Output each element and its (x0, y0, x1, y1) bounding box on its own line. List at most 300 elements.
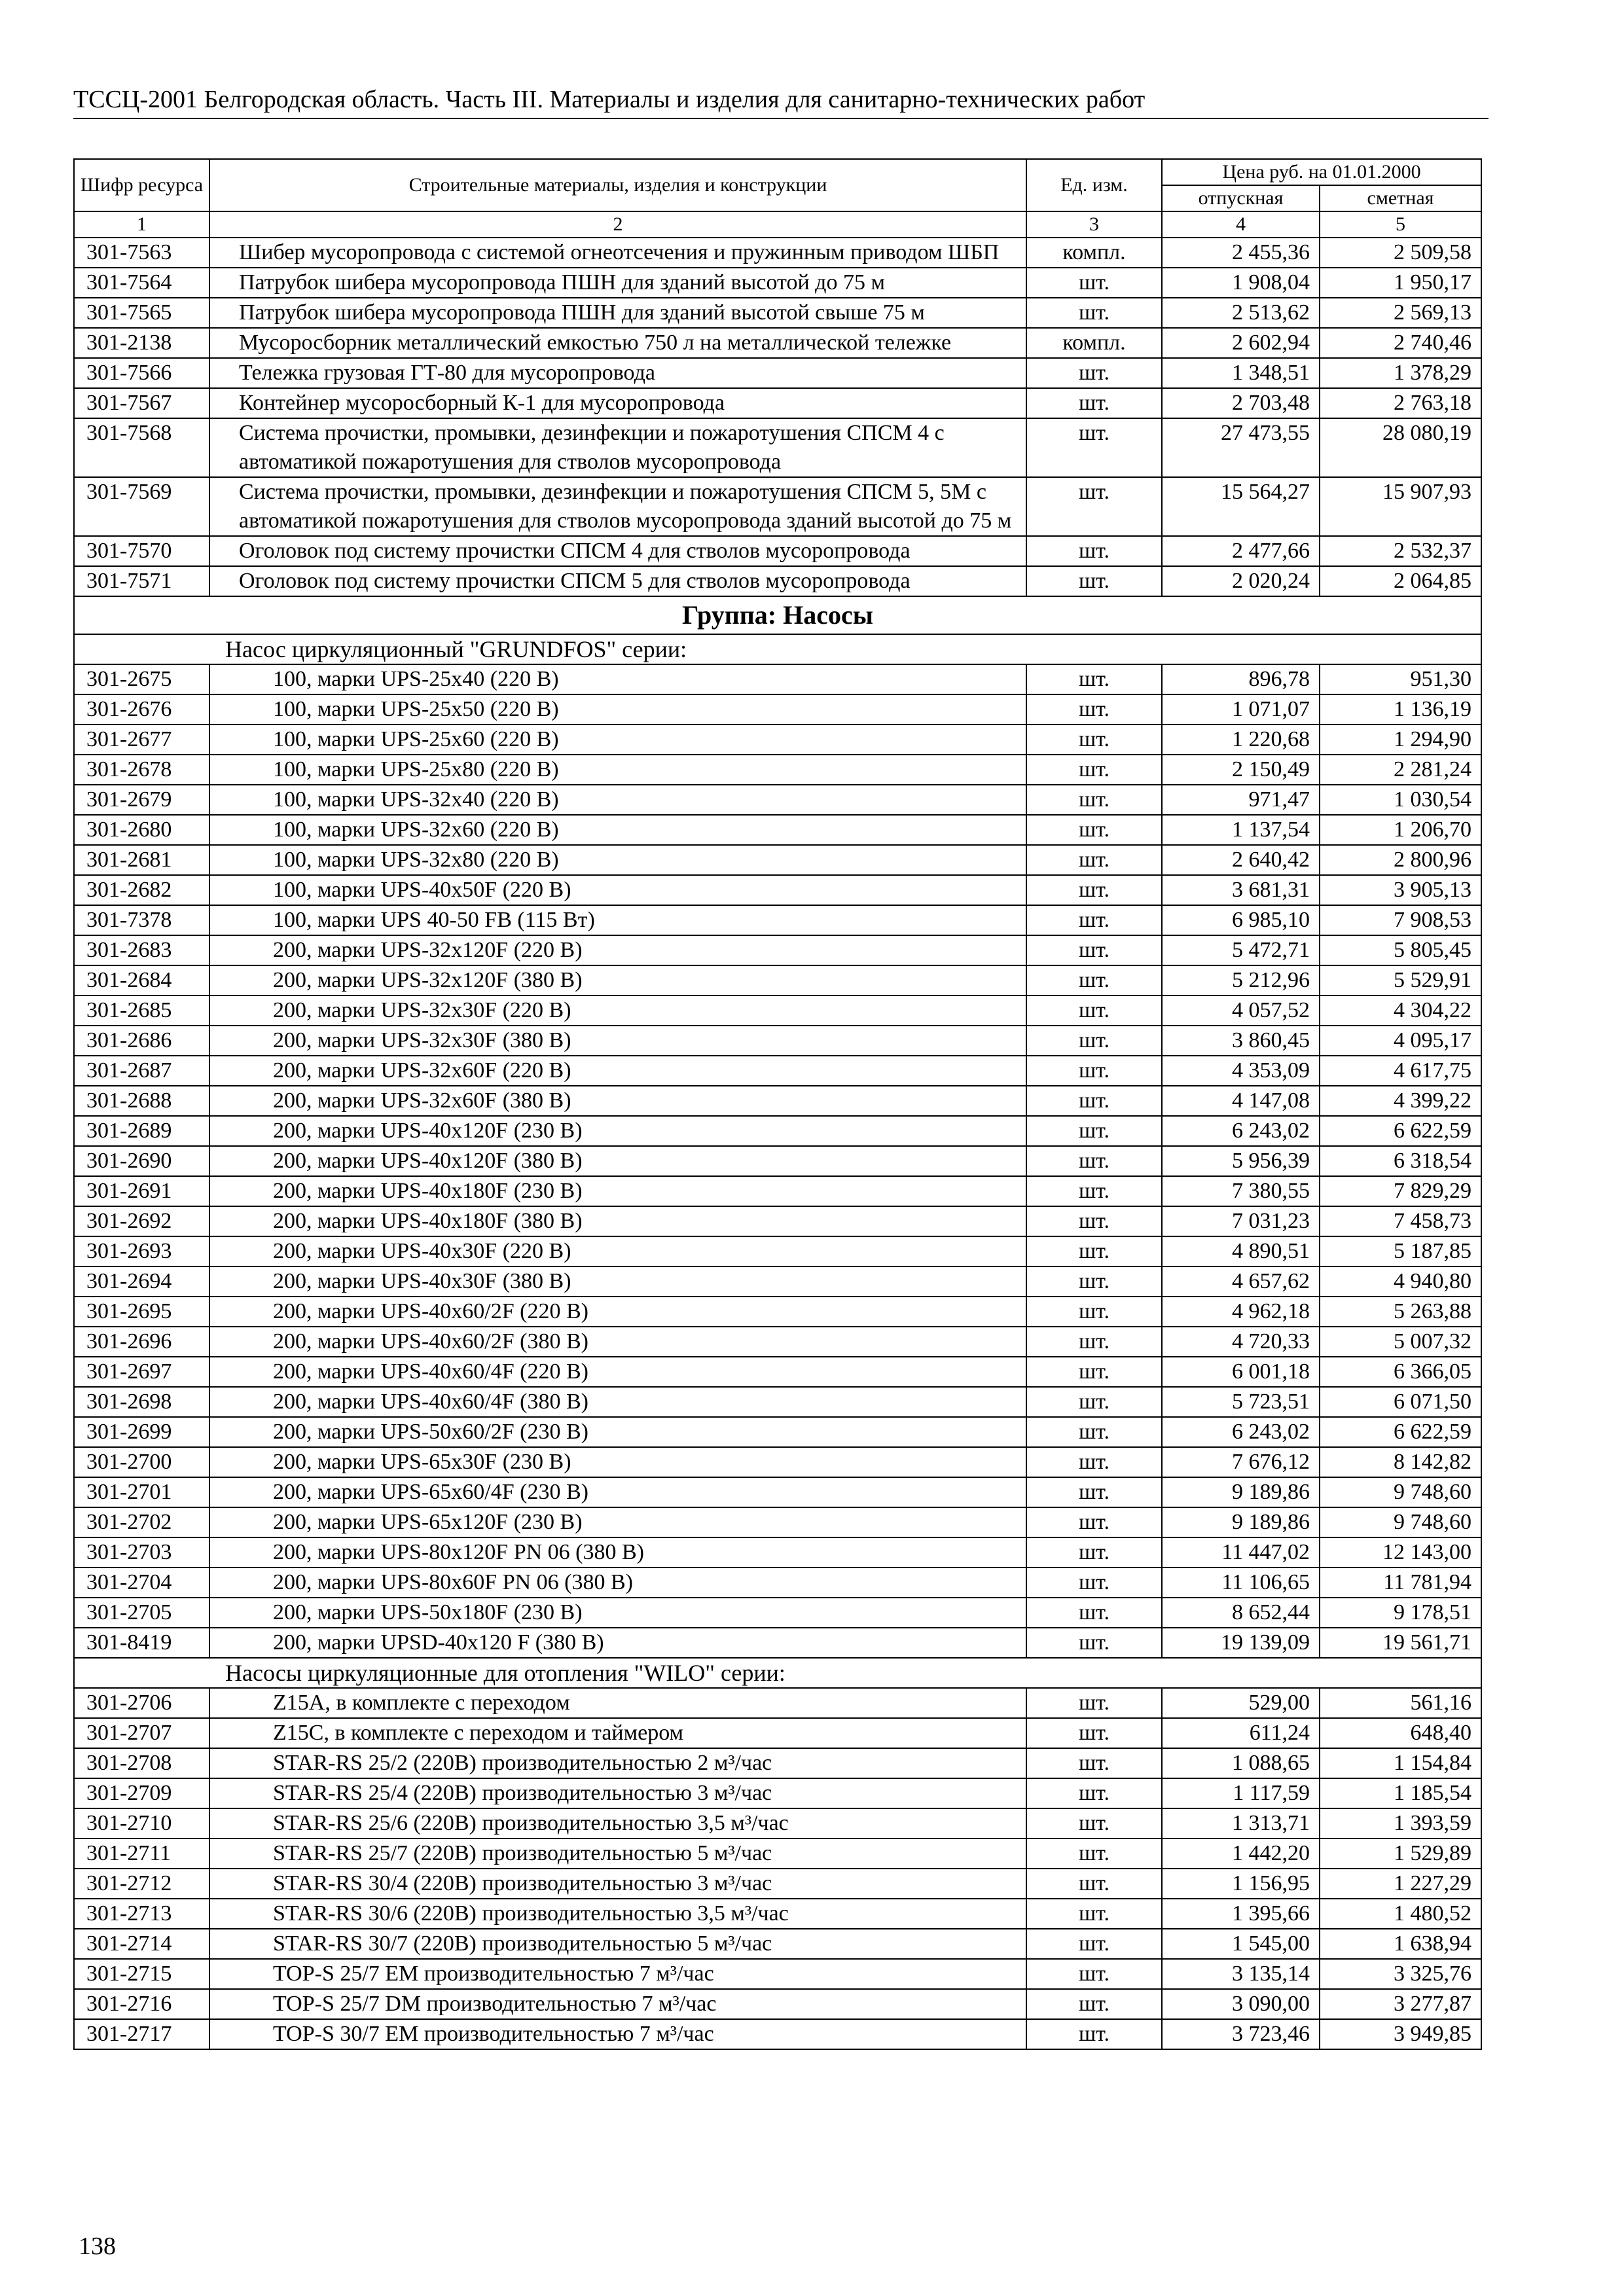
estimate-price-cell: 7 908,53 (1320, 905, 1481, 935)
table-row (74, 418, 1481, 477)
table-row (74, 1537, 1481, 1568)
estimate-price-cell: 1 030,54 (1320, 785, 1481, 815)
resource-code-cell: 301-2709 (74, 1778, 209, 1808)
resource-code-cell: 301-2701 (74, 1477, 209, 1507)
material-name-cell: 200, марки UPS-80x60F PN 06 (380 В) (209, 1568, 1026, 1598)
table-row (74, 1959, 1481, 1989)
material-name-cell: 200, марки UPS-65x30F (230 В) (209, 1447, 1026, 1477)
unit-cell: шт. (1026, 1989, 1162, 2019)
release-price-cell: 3 681,31 (1162, 875, 1320, 905)
release-price-cell: 1 071,07 (1162, 694, 1320, 725)
material-name-cell: 200, марки UPS-32x30F (380 В) (209, 1026, 1026, 1056)
material-name-cell: 200, марки UPS-40x30F (380 В) (209, 1266, 1026, 1297)
estimate-price-cell: 6 622,59 (1320, 1116, 1481, 1146)
estimate-price-cell: 7 458,73 (1320, 1206, 1481, 1236)
unit-cell: шт. (1026, 1206, 1162, 1236)
estimate-price-cell: 4 304,22 (1320, 996, 1481, 1026)
release-price-cell: 1 442,20 (1162, 1839, 1320, 1869)
table-row (74, 1116, 1481, 1146)
material-name-cell: 200, марки UPS-40x180F (230 В) (209, 1176, 1026, 1206)
unit-cell: шт. (1026, 755, 1162, 785)
release-price-cell: 4 147,08 (1162, 1086, 1320, 1116)
table-row (74, 845, 1481, 875)
resource-code-cell: 301-2717 (74, 2019, 209, 2049)
estimate-price-cell: 2 281,24 (1320, 755, 1481, 785)
resource-code-cell: 301-2710 (74, 1808, 209, 1839)
estimate-price-cell: 9 748,60 (1320, 1507, 1481, 1537)
resource-code-cell: 301-7570 (74, 536, 209, 566)
table-row (74, 1989, 1481, 2019)
table-row (74, 1417, 1481, 1447)
estimate-price-cell: 1 185,54 (1320, 1778, 1481, 1808)
estimate-price-cell: 4 940,80 (1320, 1266, 1481, 1297)
unit-cell: шт. (1026, 1748, 1162, 1778)
material-name-cell: STAR-RS 25/7 (220В) производительностью 5 м³/час (209, 1839, 1026, 1869)
table-row (74, 1266, 1481, 1297)
resource-code-cell: 301-7567 (74, 388, 209, 418)
table-row (74, 1236, 1481, 1266)
material-name-cell: 200, марки UPS-32x120F (220 В) (209, 935, 1026, 965)
unit-cell: шт. (1026, 725, 1162, 755)
table-row (74, 935, 1481, 965)
unit-cell: шт. (1026, 664, 1162, 694)
estimate-price-cell: 1 378,29 (1320, 358, 1481, 388)
table-row (74, 1869, 1481, 1899)
release-price-cell: 8 652,44 (1162, 1598, 1320, 1628)
estimate-price-cell: 2 532,37 (1320, 536, 1481, 566)
material-name-cell: Система прочистки, промывки, дезинфекции и пожаротушения СПСМ 5, 5М с автоматикой пожаротушения для стволов мусоропровода зданий высотой до 75 м (209, 477, 1026, 536)
material-name-cell: Оголовок под систему прочистки СПСМ 5 для стволов мусоропровода (209, 566, 1026, 596)
release-price-cell: 5 472,71 (1162, 935, 1320, 965)
table-row (74, 536, 1481, 566)
estimate-price-cell: 3 949,85 (1320, 2019, 1481, 2049)
resource-code-cell: 301-7566 (74, 358, 209, 388)
series-section (74, 1658, 1481, 1688)
material-name-cell: STAR-RS 25/6 (220В) производительностью 3,5 м³/час (209, 1808, 1026, 1839)
release-price-cell: 5 212,96 (1162, 965, 1320, 996)
table-row (74, 725, 1481, 755)
table-row (74, 694, 1481, 725)
release-price-cell: 1 545,00 (1162, 1929, 1320, 1959)
header-divider (73, 118, 1489, 119)
estimate-price-cell: 5 263,88 (1320, 1297, 1481, 1327)
group-row (74, 596, 1481, 634)
unit-cell: шт. (1026, 298, 1162, 328)
material-name-cell: 200, марки UPS-40x60/4F (380 В) (209, 1387, 1026, 1417)
material-name-cell: 200, марки UPS-40x60/4F (220 В) (209, 1357, 1026, 1387)
resource-code-cell: 301-2713 (74, 1899, 209, 1929)
estimate-price-cell: 561,16 (1320, 1688, 1481, 1718)
release-price-cell: 6 001,18 (1162, 1357, 1320, 1387)
material-name-cell: Патрубок шибера мусоропровода ПШН для зданий высотой свыше 75 м (209, 298, 1026, 328)
estimate-price-cell: 3 905,13 (1320, 875, 1481, 905)
estimate-price-cell: 5 007,32 (1320, 1327, 1481, 1357)
table-row (74, 1507, 1481, 1537)
release-price-cell: 2 477,66 (1162, 536, 1320, 566)
unit-cell: шт. (1026, 268, 1162, 298)
table-row (74, 1056, 1481, 1086)
unit-cell: шт. (1026, 905, 1162, 935)
unit-cell: компл. (1026, 328, 1162, 358)
column-header-estimate-price: сметная (1320, 185, 1481, 211)
estimate-price-cell: 1 136,19 (1320, 694, 1481, 725)
estimate-price-cell: 5 187,85 (1320, 1236, 1481, 1266)
unit-cell: шт. (1026, 388, 1162, 418)
material-name-cell: 200, марки UPS-40x60/2F (380 В) (209, 1327, 1026, 1357)
table-body-top (74, 238, 1481, 596)
table-row (74, 328, 1481, 358)
column-header-unit: Ед. изм. (1026, 159, 1162, 211)
material-name-cell: 200, марки UPS-50x180F (230 В) (209, 1598, 1026, 1628)
series-row (74, 1658, 1481, 1688)
table-row (74, 2019, 1481, 2049)
table-row (74, 566, 1481, 596)
unit-cell: шт. (1026, 1808, 1162, 1839)
unit-cell: шт. (1026, 1688, 1162, 1718)
resource-code-cell: 301-2679 (74, 785, 209, 815)
estimate-price-cell: 12 143,00 (1320, 1537, 1481, 1568)
estimate-price-cell: 1 206,70 (1320, 815, 1481, 845)
column-number: 1 (74, 211, 209, 238)
unit-cell: шт. (1026, 875, 1162, 905)
resource-code-cell: 301-2681 (74, 845, 209, 875)
release-price-cell: 2 602,94 (1162, 328, 1320, 358)
column-header-name: Строительные материалы, изделия и конструкции (209, 159, 1026, 211)
estimate-price-cell: 5 529,91 (1320, 965, 1481, 996)
unit-cell: шт. (1026, 1718, 1162, 1748)
release-price-cell: 3 860,45 (1162, 1026, 1320, 1056)
material-name-cell: TOP-S 25/7 EM производительностью 7 м³/час (209, 1959, 1026, 1989)
column-number: 4 (1162, 211, 1320, 238)
material-name-cell: 200, марки UPS-40x120F (380 В) (209, 1146, 1026, 1176)
resource-code-cell: 301-7563 (74, 238, 209, 268)
release-price-cell: 3 090,00 (1162, 1989, 1320, 2019)
material-name-cell: TOP-S 25/7 DM производительностью 7 м³/час (209, 1989, 1026, 2019)
resource-code-cell: 301-2692 (74, 1206, 209, 1236)
release-price-cell: 2 150,49 (1162, 755, 1320, 785)
resource-code-cell: 301-2676 (74, 694, 209, 725)
estimate-price-cell: 4 095,17 (1320, 1026, 1481, 1056)
resource-code-cell: 301-2138 (74, 328, 209, 358)
material-name-cell: 200, марки UPS-40x30F (220 В) (209, 1236, 1026, 1266)
table-row (74, 1929, 1481, 1959)
material-name-cell: 100, марки UPS-32x60 (220 В) (209, 815, 1026, 845)
resource-code-cell: 301-7568 (74, 418, 209, 477)
column-number: 3 (1026, 211, 1162, 238)
release-price-cell: 3 723,46 (1162, 2019, 1320, 2049)
resource-code-cell: 301-2698 (74, 1387, 209, 1417)
estimate-price-cell: 1 480,52 (1320, 1899, 1481, 1929)
unit-cell: шт. (1026, 1899, 1162, 1929)
release-price-cell: 6 243,02 (1162, 1417, 1320, 1447)
resource-code-cell: 301-7565 (74, 298, 209, 328)
resource-code-cell: 301-2700 (74, 1447, 209, 1477)
resource-code-cell: 301-2712 (74, 1869, 209, 1899)
release-price-cell: 1 313,71 (1162, 1808, 1320, 1839)
unit-cell: шт. (1026, 1959, 1162, 1989)
table-row (74, 1808, 1481, 1839)
resource-code-cell: 301-2688 (74, 1086, 209, 1116)
table-row (74, 1778, 1481, 1808)
column-number: 2 (209, 211, 1026, 238)
estimate-price-cell: 8 142,82 (1320, 1447, 1481, 1477)
unit-cell: шт. (1026, 1176, 1162, 1206)
material-name-cell: 100, марки UPS-32x40 (220 В) (209, 785, 1026, 815)
release-price-cell: 7 676,12 (1162, 1447, 1320, 1477)
release-price-cell: 7 031,23 (1162, 1206, 1320, 1236)
resource-code-cell: 301-2702 (74, 1507, 209, 1537)
unit-cell: шт. (1026, 996, 1162, 1026)
release-price-cell: 27 473,55 (1162, 418, 1320, 477)
table-row (74, 1086, 1481, 1116)
resource-code-cell: 301-2689 (74, 1116, 209, 1146)
unit-cell: шт. (1026, 1086, 1162, 1116)
resource-code-cell: 301-2680 (74, 815, 209, 845)
material-name-cell: Оголовок под систему прочистки СПСМ 4 для стволов мусоропровода (209, 536, 1026, 566)
release-price-cell: 6 243,02 (1162, 1116, 1320, 1146)
series-row (74, 634, 1481, 664)
release-price-cell: 1 117,59 (1162, 1778, 1320, 1808)
estimate-price-cell: 6 366,05 (1320, 1357, 1481, 1387)
material-name-cell: STAR-RS 30/4 (220В) производительностью 3 м³/час (209, 1869, 1026, 1899)
material-name-cell: Контейнер мусоросборный К-1 для мусоропровода (209, 388, 1026, 418)
release-price-cell: 611,24 (1162, 1718, 1320, 1748)
unit-cell: шт. (1026, 1026, 1162, 1056)
unit-cell: шт. (1026, 1477, 1162, 1507)
estimate-price-cell: 5 805,45 (1320, 935, 1481, 965)
release-price-cell: 2 455,36 (1162, 238, 1320, 268)
resource-code-cell: 301-2691 (74, 1176, 209, 1206)
estimate-price-cell: 2 763,18 (1320, 388, 1481, 418)
release-price-cell: 2 020,24 (1162, 566, 1320, 596)
estimate-price-cell: 28 080,19 (1320, 418, 1481, 477)
unit-cell: шт. (1026, 1116, 1162, 1146)
unit-cell: шт. (1026, 1236, 1162, 1266)
group-title: Группа: Насосы (74, 596, 1481, 634)
estimate-price-cell: 1 638,94 (1320, 1929, 1481, 1959)
table-row (74, 1688, 1481, 1718)
table-row (74, 388, 1481, 418)
table-row (74, 1206, 1481, 1236)
column-header-price: Цена руб. на 01.01.2000 (1162, 159, 1481, 185)
resource-code-cell: 301-2685 (74, 996, 209, 1026)
table-row (74, 298, 1481, 328)
release-price-cell: 1 908,04 (1162, 268, 1320, 298)
unit-cell: шт. (1026, 2019, 1162, 2049)
column-header-release-price: отпускная (1162, 185, 1320, 211)
estimate-price-cell: 9 748,60 (1320, 1477, 1481, 1507)
estimate-price-cell: 15 907,93 (1320, 477, 1481, 536)
unit-cell: шт. (1026, 1387, 1162, 1417)
estimate-price-cell: 9 178,51 (1320, 1598, 1481, 1628)
table-row (74, 785, 1481, 815)
series-title-grundfos: Насос циркуляционный "GRUNDFOS" серии: (74, 634, 1481, 664)
material-name-cell: TOP-S 30/7 EM производительностью 7 м³/час (209, 2019, 1026, 2049)
resource-code-cell: 301-2716 (74, 1989, 209, 2019)
table-row (74, 1026, 1481, 1056)
estimate-price-cell: 2 800,96 (1320, 845, 1481, 875)
table-row (74, 238, 1481, 268)
unit-cell: шт. (1026, 935, 1162, 965)
material-name-cell: Патрубок шибера мусоропровода ПШН для зданий высотой до 75 м (209, 268, 1026, 298)
resource-code-cell: 301-2687 (74, 1056, 209, 1086)
material-name-cell: Мусоросборник металлический емкостью 750 л на металлической тележке (209, 328, 1026, 358)
resource-code-cell: 301-2706 (74, 1688, 209, 1718)
release-price-cell: 2 513,62 (1162, 298, 1320, 328)
unit-cell: шт. (1026, 1839, 1162, 1869)
unit-cell: шт. (1026, 566, 1162, 596)
release-price-cell: 4 353,09 (1162, 1056, 1320, 1086)
release-price-cell: 1 137,54 (1162, 815, 1320, 845)
estimate-price-cell: 19 561,71 (1320, 1628, 1481, 1658)
material-name-cell: 100, марки UPS 40-50 FB (115 Вт) (209, 905, 1026, 935)
resource-code-cell: 301-2678 (74, 755, 209, 785)
table-row (74, 358, 1481, 388)
material-name-cell: 200, марки UPS-32x120F (380 В) (209, 965, 1026, 996)
material-name-cell: Шибер мусоропровода с системой огнеотсечения и пружинным приводом ШБП (209, 238, 1026, 268)
estimate-price-cell: 1 529,89 (1320, 1839, 1481, 1869)
unit-cell: шт. (1026, 1417, 1162, 1447)
resource-code-cell: 301-2708 (74, 1748, 209, 1778)
unit-cell: шт. (1026, 1357, 1162, 1387)
table-body-grundfos (74, 664, 1481, 1658)
material-name-cell: 100, марки UPS-32x80 (220 В) (209, 845, 1026, 875)
unit-cell: компл. (1026, 238, 1162, 268)
column-number-row (74, 211, 1481, 238)
estimate-price-cell: 11 781,94 (1320, 1568, 1481, 1598)
unit-cell: шт. (1026, 965, 1162, 996)
estimate-price-cell: 4 617,75 (1320, 1056, 1481, 1086)
group-section (74, 596, 1481, 664)
material-name-cell: STAR-RS 30/6 (220В) производительностью 3,5 м³/час (209, 1899, 1026, 1929)
unit-cell: шт. (1026, 418, 1162, 477)
table-row (74, 1297, 1481, 1327)
release-price-cell: 4 657,62 (1162, 1266, 1320, 1297)
unit-cell: шт. (1026, 1628, 1162, 1658)
resource-code-cell: 301-2705 (74, 1598, 209, 1628)
estimate-price-cell: 6 318,54 (1320, 1146, 1481, 1176)
release-price-cell: 19 139,09 (1162, 1628, 1320, 1658)
material-name-cell: 200, марки UPS-32x60F (220 В) (209, 1056, 1026, 1086)
unit-cell: шт. (1026, 358, 1162, 388)
unit-cell: шт. (1026, 477, 1162, 536)
resource-code-cell: 301-2699 (74, 1417, 209, 1447)
estimate-price-cell: 951,30 (1320, 664, 1481, 694)
unit-cell: шт. (1026, 845, 1162, 875)
estimate-price-cell: 2 509,58 (1320, 238, 1481, 268)
resource-code-cell: 301-2684 (74, 965, 209, 996)
table-row (74, 1387, 1481, 1417)
release-price-cell: 1 088,65 (1162, 1748, 1320, 1778)
material-name-cell: STAR-RS 25/4 (220В) производительностью 3 м³/час (209, 1778, 1026, 1808)
table-body-wilo (74, 1688, 1481, 2049)
material-name-cell: Тележка грузовая ГТ-80 для мусоропровода (209, 358, 1026, 388)
table-row (74, 1176, 1481, 1206)
release-price-cell: 5 723,51 (1162, 1387, 1320, 1417)
table-row (74, 1899, 1481, 1929)
unit-cell: шт. (1026, 1297, 1162, 1327)
table-row (74, 1447, 1481, 1477)
resource-code-cell: 301-7378 (74, 905, 209, 935)
release-price-cell: 9 189,86 (1162, 1477, 1320, 1507)
unit-cell: шт. (1026, 815, 1162, 845)
material-name-cell: STAR-RS 25/2 (220В) производительностью 2 м³/час (209, 1748, 1026, 1778)
estimate-price-cell: 1 393,59 (1320, 1808, 1481, 1839)
material-name-cell: 200, марки UPS-65x60/4F (230 В) (209, 1477, 1026, 1507)
column-header-code: Шифр ресурса (74, 159, 209, 211)
material-name-cell: 200, марки UPS-40x60/2F (220 В) (209, 1297, 1026, 1327)
unit-cell: шт. (1026, 536, 1162, 566)
table-row (74, 815, 1481, 845)
unit-cell: шт. (1026, 1447, 1162, 1477)
resource-code-cell: 301-7569 (74, 477, 209, 536)
unit-cell: шт. (1026, 1146, 1162, 1176)
release-price-cell: 6 985,10 (1162, 905, 1320, 935)
table-row (74, 755, 1481, 785)
table-row (74, 1839, 1481, 1869)
resource-code-cell: 301-7564 (74, 268, 209, 298)
release-price-cell: 529,00 (1162, 1688, 1320, 1718)
material-name-cell: Z15C, в комплекте с переходом и таймером (209, 1718, 1026, 1748)
release-price-cell: 11 106,65 (1162, 1568, 1320, 1598)
resource-code-cell: 301-2711 (74, 1839, 209, 1869)
resource-code-cell: 301-2715 (74, 1959, 209, 1989)
unit-cell: шт. (1026, 694, 1162, 725)
release-price-cell: 1 395,66 (1162, 1899, 1320, 1929)
estimate-price-cell: 2 064,85 (1320, 566, 1481, 596)
unit-cell: шт. (1026, 1537, 1162, 1568)
table-row (74, 664, 1481, 694)
release-price-cell: 2 640,42 (1162, 845, 1320, 875)
material-name-cell: Система прочистки, промывки, дезинфекции и пожаротушения СПСМ 4 с автоматикой пожаротушения для стволов мусоропровода (209, 418, 1026, 477)
estimate-price-cell: 6 622,59 (1320, 1417, 1481, 1447)
material-name-cell: 100, марки UPS-25x80 (220 В) (209, 755, 1026, 785)
table-row (74, 1327, 1481, 1357)
material-name-cell: 200, марки UPS-80x120F PN 06 (380 В) (209, 1537, 1026, 1568)
unit-cell: шт. (1026, 1778, 1162, 1808)
material-name-cell: 100, марки UPS-25x50 (220 В) (209, 694, 1026, 725)
page-header-title: ТССЦ-2001 Белгородская область. Часть III. Материалы и изделия для санитарно-технических работ (73, 86, 1146, 113)
material-name-cell: 200, марки UPS-40x180F (380 В) (209, 1206, 1026, 1236)
release-price-cell: 7 380,55 (1162, 1176, 1320, 1206)
resource-code-cell: 301-2686 (74, 1026, 209, 1056)
material-name-cell: 200, марки UPSD-40x120 F (380 В) (209, 1628, 1026, 1658)
table-row (74, 1598, 1481, 1628)
table-row (74, 268, 1481, 298)
release-price-cell: 1 348,51 (1162, 358, 1320, 388)
resource-code-cell: 301-2703 (74, 1537, 209, 1568)
release-price-cell: 4 720,33 (1162, 1327, 1320, 1357)
resource-code-cell: 301-2675 (74, 664, 209, 694)
material-name-cell: 200, марки UPS-32x30F (220 В) (209, 996, 1026, 1026)
table-header (74, 159, 1481, 238)
release-price-cell: 4 962,18 (1162, 1297, 1320, 1327)
estimate-price-cell: 4 399,22 (1320, 1086, 1481, 1116)
unit-cell: шт. (1026, 785, 1162, 815)
estimate-price-cell: 1 154,84 (1320, 1748, 1481, 1778)
resource-code-cell: 301-2707 (74, 1718, 209, 1748)
release-price-cell: 5 956,39 (1162, 1146, 1320, 1176)
page-number: 138 (79, 2233, 116, 2260)
material-name-cell: 200, марки UPS-40x120F (230 В) (209, 1116, 1026, 1146)
release-price-cell: 896,78 (1162, 664, 1320, 694)
estimate-price-cell: 2 569,13 (1320, 298, 1481, 328)
table-row (74, 1357, 1481, 1387)
unit-cell: шт. (1026, 1266, 1162, 1297)
release-price-cell: 9 189,86 (1162, 1507, 1320, 1537)
table-row (74, 905, 1481, 935)
release-price-cell: 3 135,14 (1162, 1959, 1320, 1989)
